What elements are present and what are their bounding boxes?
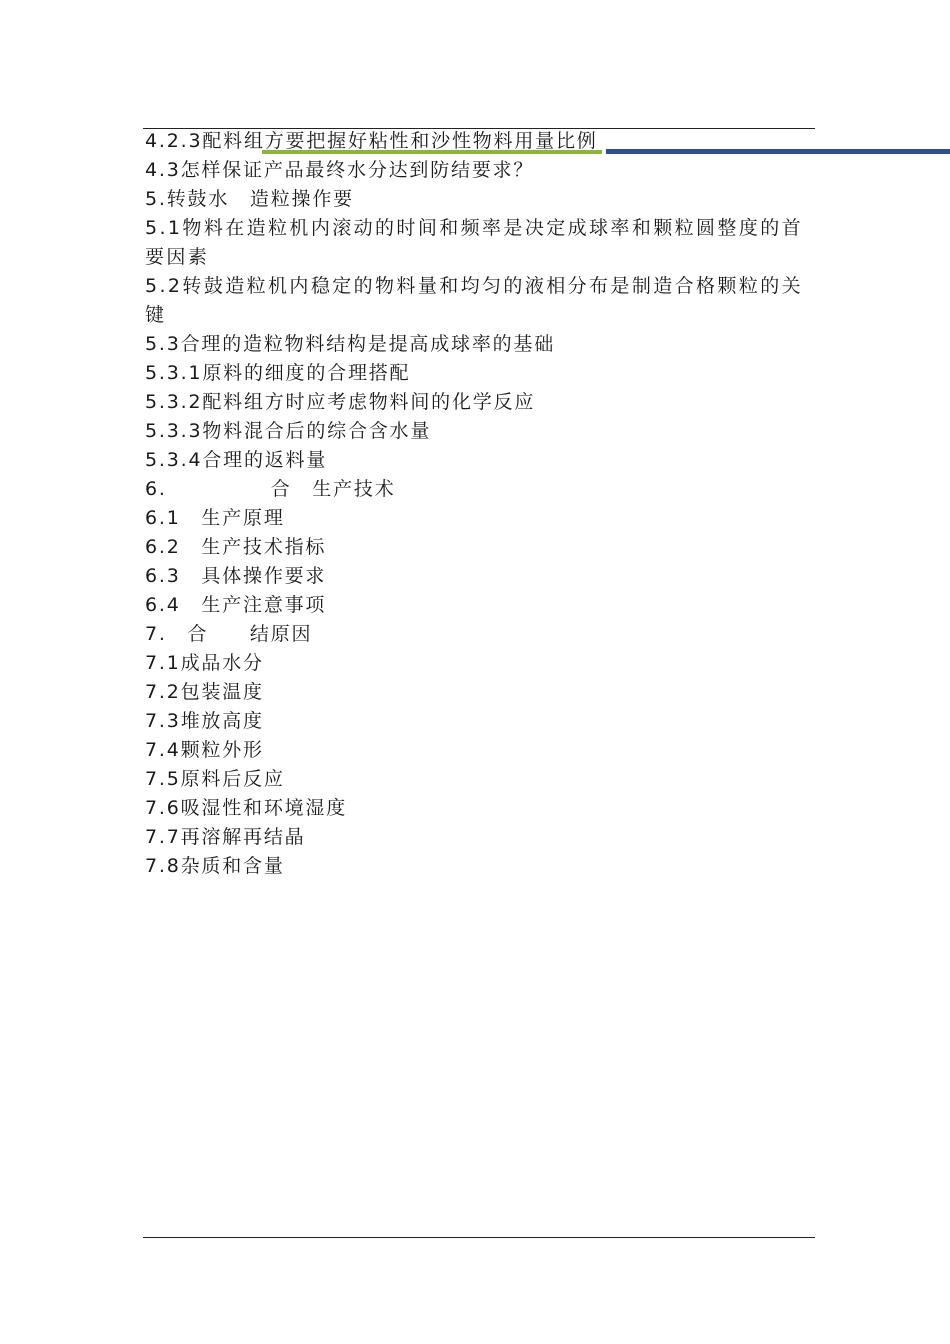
heading-5: 5.转鼓水 造粒操作要 bbox=[145, 188, 354, 210]
heading-6-2: 6.2 生产技术指标 bbox=[145, 536, 327, 558]
heading-7-3: 7.3堆放高度 bbox=[145, 710, 264, 732]
heading-7-2: 7.2包装温度 bbox=[145, 681, 264, 703]
heading-5-3-4: 5.3.4合理的返料量 bbox=[145, 449, 328, 471]
heading-4-2-3: 4.2.3配料组方要把握好粘性和沙性物料用量比例 bbox=[145, 130, 598, 152]
heading-7: 7. 合 结原因 bbox=[145, 623, 313, 645]
heading-7-5: 7.5原料后反应 bbox=[145, 768, 285, 790]
heading-5-3-3: 5.3.3物料混合后的综合含水量 bbox=[145, 420, 432, 442]
footer-rule bbox=[143, 1237, 815, 1238]
heading-4-3: 4.3怎样保证产品最终水分达到防结要求？ bbox=[145, 159, 535, 181]
heading-5-3: 5.3合理的造粒物料结构是提高成球率的基础 bbox=[145, 333, 556, 355]
heading-5-1: 5.1物料在造粒机内滚动的时间和频率是决定成球率和颗粒圆整度的首要因素 bbox=[145, 217, 804, 268]
heading-7-7: 7.7再溶解再结晶 bbox=[145, 826, 306, 848]
heading-5-2: 5.2转鼓造粒机内稳定的物料量和均匀的液相分布是制造合格颗粒的关键 bbox=[145, 275, 804, 326]
heading-6: 6. 合 生产技术 bbox=[145, 478, 396, 500]
heading-7-4: 7.4颗粒外形 bbox=[145, 739, 264, 761]
heading-5-3-1: 5.3.1原料的细度的合理搭配 bbox=[145, 362, 411, 384]
heading-7-8: 7.8杂质和含量 bbox=[145, 855, 285, 877]
heading-7-6: 7.6吸湿性和环境湿度 bbox=[145, 797, 348, 819]
heading-7-1: 7.1成品水分 bbox=[145, 652, 264, 674]
heading-5-3-2: 5.3.2配料组方时应考虑物料间的化学反应 bbox=[145, 391, 536, 413]
heading-6-1: 6.1 生产原理 bbox=[145, 507, 285, 529]
heading-6-4: 6.4 生产注意事项 bbox=[145, 594, 327, 616]
document-body bbox=[145, 127, 815, 881]
heading-6-3: 6.3 具体操作要求 bbox=[145, 565, 327, 587]
